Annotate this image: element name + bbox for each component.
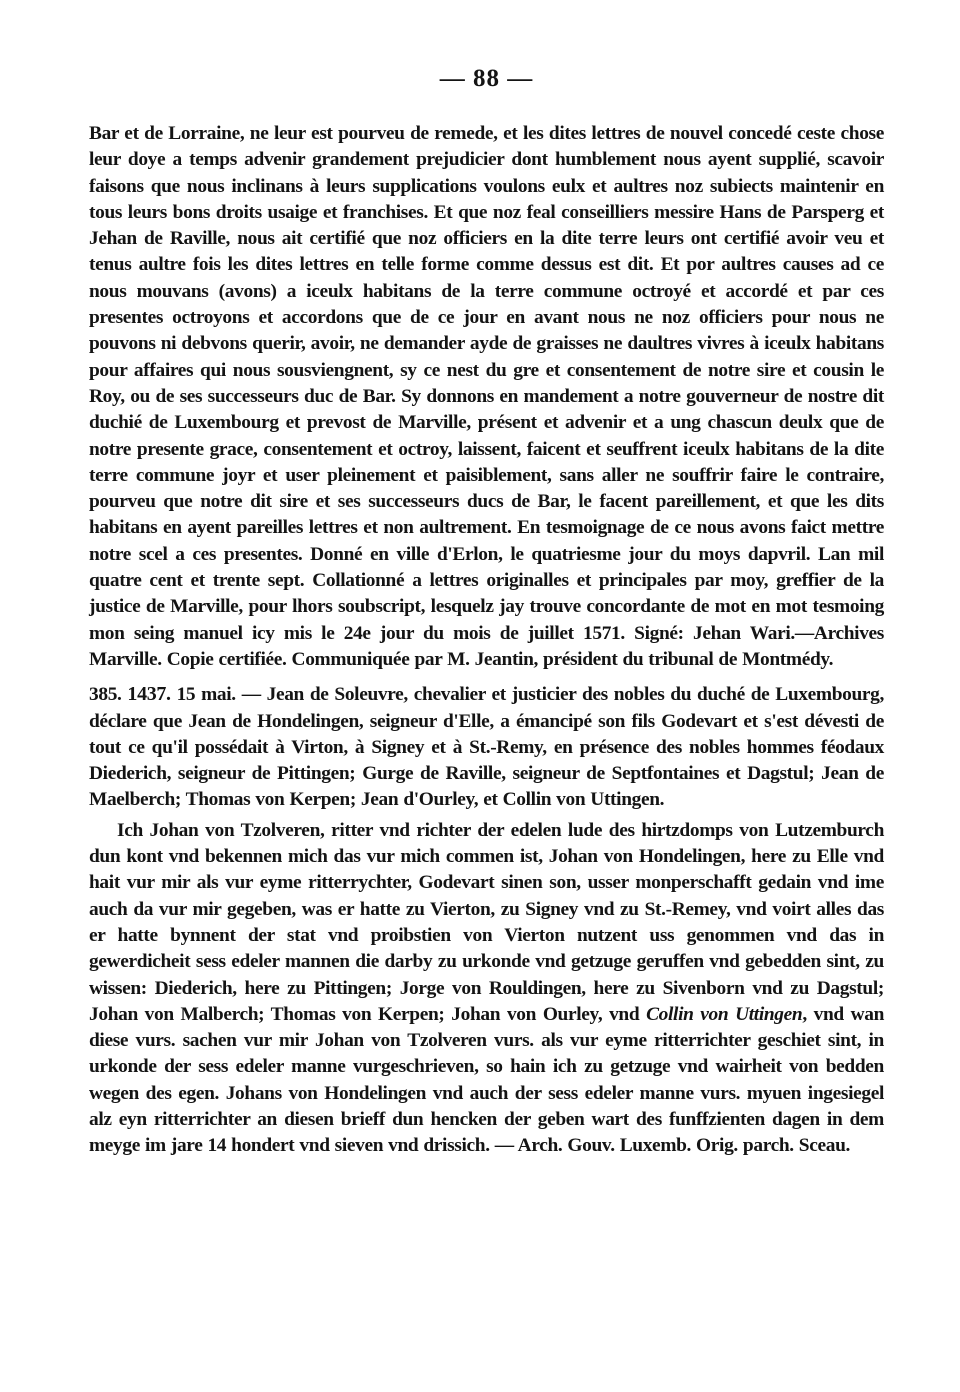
- paragraph-entry-385: [89, 681, 884, 813]
- german-italic-name: Collin von Uttingen: [646, 1003, 803, 1025]
- entry-date: 15 mai.: [176, 684, 236, 706]
- german-text-part-2: , vnd wan diese vurs. sachen vur mir Johan von Tzolveren vurs. als vur eyme ritterrichter geschiet sint, in urkonde der sess edeler manne vurgeschrieven, so hain ich zu getzuge vnd wairheit von bedden wegen des egen. Johans von Hondelingen vnd auch der sess edeler manne vurs. myuen ingesiegel alz eyn ritterrichter an diesen brieff dun hencken der geben wart des funffzienten dagen in dem meyge im jare 14 hondert vnd sieven vnd drissich. — Arch. Gouv. Luxemb. Orig. parch. Sceau.: [89, 1003, 885, 1157]
- paragraph-continuation: Bar et de Lorraine, ne leur est pourveu de remede, et les dites lettres de nouvel concedé ceste chose leur doye a temps advenir grandement prejudicier dont humblement nous ayent supplié, scavoir faisons que nous inclinans à leurs supplications voulons eulx et aultres noz subiects maintenir en tous leurs bons droits usaige et franchises. Et que noz feal conseilliers messire Hans de Parsperg et Jehan de Raville, nous ait certifié que noz officiers en la dite terre leurs ont certifié avoir veu et tenus aultre fois les dites lettres en telle forme comme dessus est dit. Et por aultres causes ad ce nous mouvans (avons) a iceulx habitans de la terre commune octroyé et accordé et par ces presentes octroyons et accordons que de ce jour en avant nous ne noz officiers pour nous ne pouvons ni debvons querir, avoir, ne demander ayde de graisses ne daultres vivres à iceulx habitans pour affaires qui nous sousviengnent, sy ce nest du gre et consentement de notre sire et cousin le Roy, ou de ses successeurs duc de Bar. Sy donnons en mandement a notre gouverneur de nostre dit duchié de Luxembourg et prevost de Marville, présent et advenir et a ung chascun deulx que de notre presente grace, consentement et octroy, laissent, faicent et seuffrent iceulx habitans de la dite terre commune joyr et user pleinement et paisiblement, sans aller ne souffrir faire le contraire, pourveu que notre dit sire et ses successeurs ducs de Bar, le facent pareillement, et que les dits habitans en ayent pareilles lettres et non aultrement. En tesmoignage de ce nous avons faict mettre notre scel a ces presentes. Donné en ville d'Erlon, le quatriesme jour du moys dapvril. Lan mil quatre cent et trente sept. Collationné a lettres originalles et principales par moy, greffier de la justice de Marville, pour lhors soubscript, lesquelz jay trouve concordante de mot en mot tesmoing mon seing manuel icy mis le 24e jour du mois de juillet 1571. Signé: Jehan Wari.—Archives Marville. Copie certifiée. Communiquée par M. Jeantin, président du tribunal de Montmédy.: [89, 123, 884, 670]
- entry-year: 1437.: [127, 683, 171, 706]
- page-number: — 88 —: [439, 65, 534, 92]
- body-text: [89, 121, 884, 1160]
- paragraph-german-charter: [89, 818, 884, 1160]
- page-content: [89, 62, 884, 1160]
- entry-number: 385.: [89, 684, 122, 706]
- entry-text: — Jean de Soleuvre, chevalier et justicier des nobles du duché de Luxembourg, déclare que Jean de Hondelingen, seigneur d'Elle, a émancipé son fils Godevart et s'est dévesti de tout ce qu'il possédait à Virton, à Signey et à St.-Remy, en présence des nobles hommes féodaux Diederich, seigneur de Pittingen; Gurge de Raville, seigneur de Septfontaines et Dagstul; Jean de Maelberch; Thomas von Kerpen; Jean d'Ourley, et Collin von Uttingen.: [89, 684, 885, 811]
- german-text-part-1: Ich Johan von Tzolveren, ritter vnd richter der edelen lude des hirtzdomps von Lutzemburch dun kont vnd bekennen mich das vur mich commen ist, Johan von Hondelingen, here zu Elle vnd hait vur mir als vur eyme ritterrychter, Godevart sinen son, usser monperschafft gedain vnd ime auch da vur mir gegeben, was er hatte zu Vierton, zu Signey vnd zu St.-Remey, vnd voirt alles das er hatte bynnent der stat vnd proibstien von Vierton nutzent uss genommen vnd das in gewerdicheit sess edeler mannen die darby zu urkonde vnd getzuge geruffen vnd gebedden sint, zu wissen: Diederich, here zu Pittingen; Jorge von Rouldingen, here zu Sivenborn vnd zu Dagstul; Johan von Malberch; Thomas von Kerpen; Johan von Ourley, vnd: [89, 819, 884, 1025]
